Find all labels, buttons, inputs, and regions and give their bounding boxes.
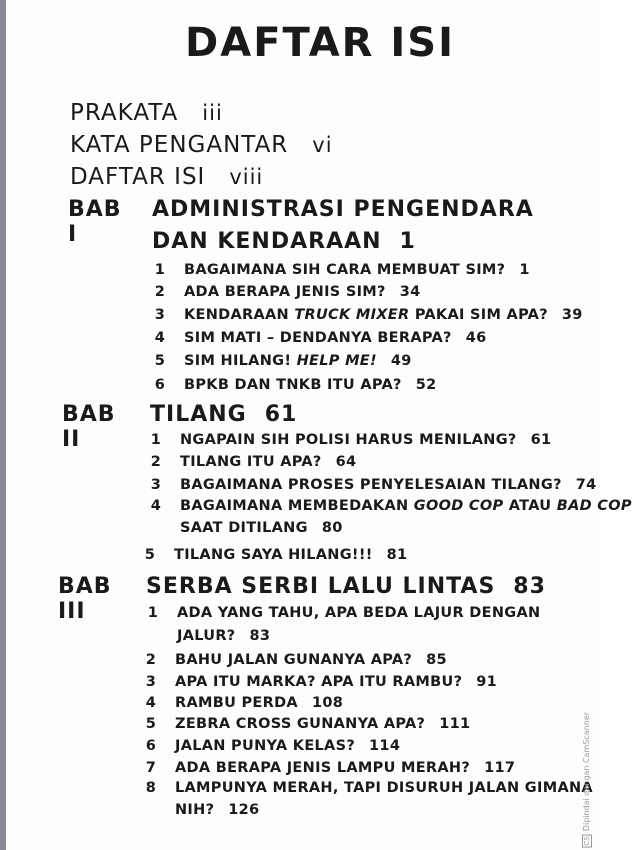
entry-page: 117 [484, 760, 516, 776]
entry-title: ADA YANG TAHU, APA BEDA LAJUR DENGAN [177, 605, 541, 621]
entry-title-italic: GOOD COP [413, 498, 504, 514]
toc-front-kata-pengantar [70, 132, 333, 158]
camscanner-logo-icon: CS [583, 836, 591, 846]
entry-title: BAGAIMANA MEMBEDAKAN [180, 498, 414, 514]
entry-text [175, 760, 515, 776]
scanner-watermark [582, 712, 592, 848]
front-label: KATA PENGANTAR [70, 132, 289, 158]
entry-number: 8 [145, 780, 157, 796]
page-edge [0, 0, 6, 850]
chapter-page: 61 [264, 402, 298, 427]
entry-title: APA ITU MARKA? APA ITU RAMBU? [175, 674, 463, 690]
entry-text [180, 477, 597, 493]
entry-number: 5 [154, 353, 166, 369]
entry-text [184, 307, 583, 323]
entry-text [177, 605, 540, 621]
entry-text [175, 738, 400, 754]
toc-front-daftar-isi [70, 164, 263, 190]
entry-page: 85 [426, 652, 447, 668]
entry-text [184, 262, 530, 278]
entry-number: 2 [145, 652, 157, 668]
entry-page: 81 [386, 547, 408, 563]
entry-number: 1 [147, 605, 159, 621]
chapter-page: 83 [513, 574, 546, 599]
entry-text [180, 432, 551, 448]
chapter-label: BAB I [68, 197, 122, 247]
entry-page: 61 [530, 432, 552, 448]
entry-text [175, 652, 447, 668]
entry-number: 5 [145, 716, 157, 732]
entry-title: ZEBRA CROSS GUNANYA APA? [175, 716, 426, 732]
front-page: iii [202, 101, 223, 125]
entry-title: BAHU JALAN GUNANYA APA? [175, 652, 413, 668]
entry-page: 64 [335, 454, 357, 470]
front-label: DAFTAR ISI [70, 164, 206, 190]
entry-page: 49 [390, 353, 412, 369]
entry-title: BAGAIMANA PROSES PENYELESAIAN TILANG? [180, 477, 562, 493]
chapter-label: BAB II [62, 402, 116, 452]
front-page: vi [312, 133, 333, 157]
entry-title: BPKB DAN TNKB ITU APA? [184, 377, 402, 393]
entry-page: 52 [415, 377, 437, 393]
entry-page: 83 [249, 628, 271, 644]
entry-number: 4 [150, 498, 162, 514]
watermark-text: Dipindai dengan CamScanner [582, 712, 591, 832]
entry-number: 1 [150, 432, 162, 448]
entry-page: 114 [369, 738, 401, 754]
entry-page: 34 [399, 284, 421, 300]
entry-text [184, 377, 436, 393]
entry-number: 3 [150, 477, 162, 493]
entry-title-italic: HELP ME! [296, 353, 377, 369]
chapter-title: ADMINISTRASI PENGENDARA [152, 197, 534, 222]
chapter-title-cont [152, 229, 416, 254]
entry-title: BAGAIMANA SIH CARA MEMBUAT SIM? [184, 262, 506, 278]
entry-text [180, 520, 343, 536]
entry-text [184, 284, 421, 300]
entry-text [177, 628, 270, 644]
entry-text [175, 674, 497, 690]
entry-number: 6 [154, 377, 166, 393]
chapter-title-cont [146, 574, 546, 599]
entry-number: 4 [154, 330, 166, 346]
entry-text [180, 454, 356, 470]
entry-title: JALAN PUNYA KELAS? [175, 738, 356, 754]
entry-title-line2: JALUR? [177, 628, 236, 644]
front-page: viii [229, 165, 264, 189]
entry-page: 111 [439, 716, 471, 732]
entry-title-line2: SAAT DITILANG [180, 520, 308, 536]
entry-number: 6 [145, 738, 157, 754]
entry-title: LAMPUNYA MERAH, TAPI DISURUH JALAN GIMANA [175, 780, 593, 796]
entry-text [175, 695, 343, 711]
entry-title-italic-2: BAD COP [556, 498, 632, 514]
entry-number: 7 [145, 760, 157, 776]
entry-page: 126 [228, 802, 260, 818]
entry-page: 108 [311, 695, 344, 711]
entry-page: 46 [465, 330, 487, 346]
entry-text [175, 716, 470, 732]
entry-number: 2 [154, 284, 166, 300]
entry-title: NGAPAIN SIH POLISI HARUS MENILANG? [180, 432, 517, 448]
entry-title: SIM HILANG! [184, 353, 297, 369]
entry-page: 74 [575, 477, 597, 493]
entry-number: 4 [145, 695, 157, 711]
entry-title-end: PAKAI SIM APA? [409, 307, 548, 323]
chapter-title-cont [150, 402, 297, 427]
entry-title-mid: ATAU [503, 498, 557, 514]
entry-text [175, 802, 259, 818]
entry-text [184, 330, 486, 346]
entry-page: 91 [476, 674, 498, 690]
entry-page: 39 [561, 307, 583, 323]
entry-title: KENDARAAN [184, 307, 295, 323]
chapter-title-line2: DAN KENDARAAN [152, 229, 382, 254]
chapter-page: 1 [399, 229, 416, 254]
entry-title: SIM MATI – DENDANYA BERAPA? [184, 330, 452, 346]
entry-text [184, 353, 412, 369]
entry-number: 5 [144, 547, 156, 563]
entry-title: RAMBU PERDA [175, 695, 298, 711]
page-title: DAFTAR ISI [185, 20, 455, 66]
entry-title-italic: TRUCK MIXER [294, 307, 410, 323]
chapter-title: SERBA SERBI LALU LINTAS [146, 574, 496, 599]
entry-number: 3 [145, 674, 157, 690]
entry-page: 1 [519, 262, 530, 278]
front-label: PRAKATA [70, 100, 179, 126]
toc-front-prakata [70, 100, 223, 126]
entry-page: 80 [321, 520, 343, 536]
entry-title: TILANG ITU APA? [180, 454, 322, 470]
entry-number: 2 [150, 454, 162, 470]
entry-text [180, 498, 632, 514]
entry-number: 1 [154, 262, 166, 278]
entry-number: 3 [154, 307, 166, 323]
entry-title: ADA BERAPA JENIS LAMPU MERAH? [175, 760, 471, 776]
entry-text [174, 547, 407, 563]
entry-title: TILANG SAYA HILANG!!! [174, 547, 373, 563]
entry-title: ADA BERAPA JENIS SIM? [184, 284, 386, 300]
entry-text [175, 780, 593, 796]
entry-title-line2: NIH? [175, 802, 215, 818]
chapter-label: BAB III [58, 574, 112, 624]
chapter-title: TILANG [150, 402, 247, 427]
